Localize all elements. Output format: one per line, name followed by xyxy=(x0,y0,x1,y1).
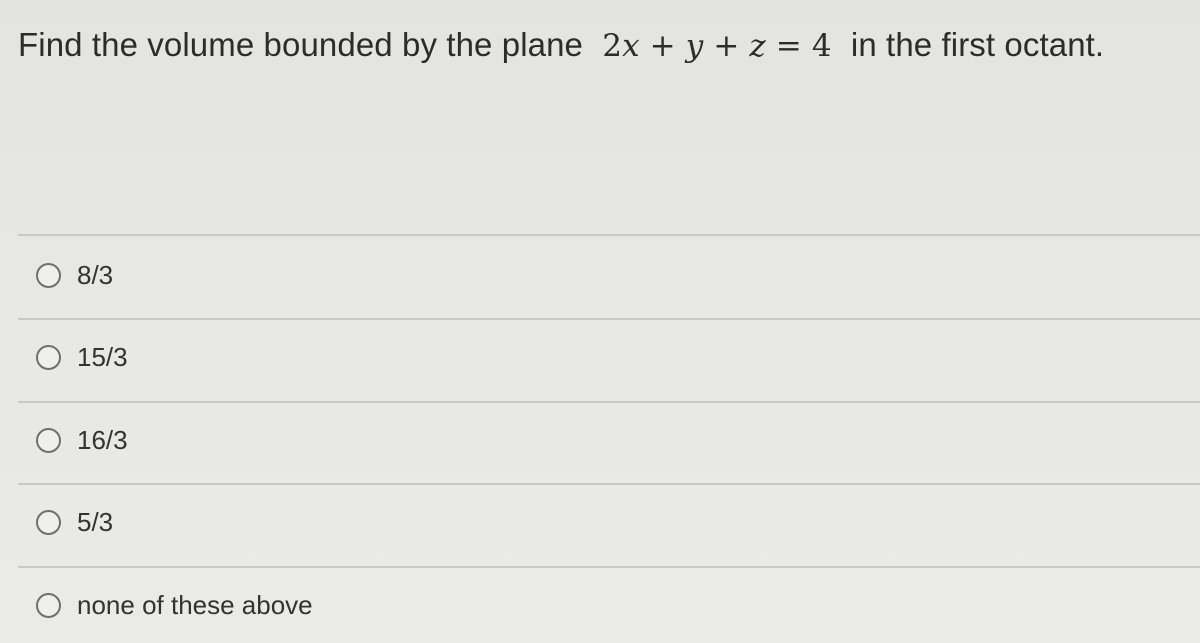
answer-option-1[interactable] xyxy=(36,260,113,291)
equation-plus-2: + xyxy=(713,28,740,64)
divider xyxy=(18,566,1200,568)
equation-y: y xyxy=(685,28,704,64)
option-label: 15/3 xyxy=(77,342,128,372)
equation-z: z xyxy=(749,28,766,64)
equation-coef: 2 xyxy=(602,28,623,64)
answer-option-4[interactable] xyxy=(36,507,113,538)
question-prefix: Find the volume bounded by the plane xyxy=(18,26,593,63)
answer-option-5[interactable] xyxy=(36,590,313,621)
answer-option-2[interactable] xyxy=(36,342,128,373)
radio-button[interactable] xyxy=(36,345,61,370)
equation xyxy=(592,28,841,64)
radio-button[interactable] xyxy=(36,263,61,288)
divider xyxy=(18,483,1200,485)
question-suffix: in the first octant. xyxy=(841,26,1105,63)
option-label: 16/3 xyxy=(77,425,128,455)
option-label: 8/3 xyxy=(77,260,114,290)
equation-equals: = xyxy=(775,28,802,64)
equation-plus-1: + xyxy=(649,28,676,64)
equation-x: x xyxy=(622,28,640,64)
question-text xyxy=(18,26,1104,64)
option-label: 5/3 xyxy=(77,507,114,537)
divider xyxy=(18,318,1200,320)
divider xyxy=(18,401,1200,403)
answer-option-3[interactable] xyxy=(36,425,128,456)
radio-button[interactable] xyxy=(36,510,61,535)
radio-button[interactable] xyxy=(36,593,61,618)
equation-rhs: 4 xyxy=(811,28,832,64)
divider xyxy=(18,234,1200,236)
radio-button[interactable] xyxy=(36,428,61,453)
option-label: none of these above xyxy=(77,590,313,620)
